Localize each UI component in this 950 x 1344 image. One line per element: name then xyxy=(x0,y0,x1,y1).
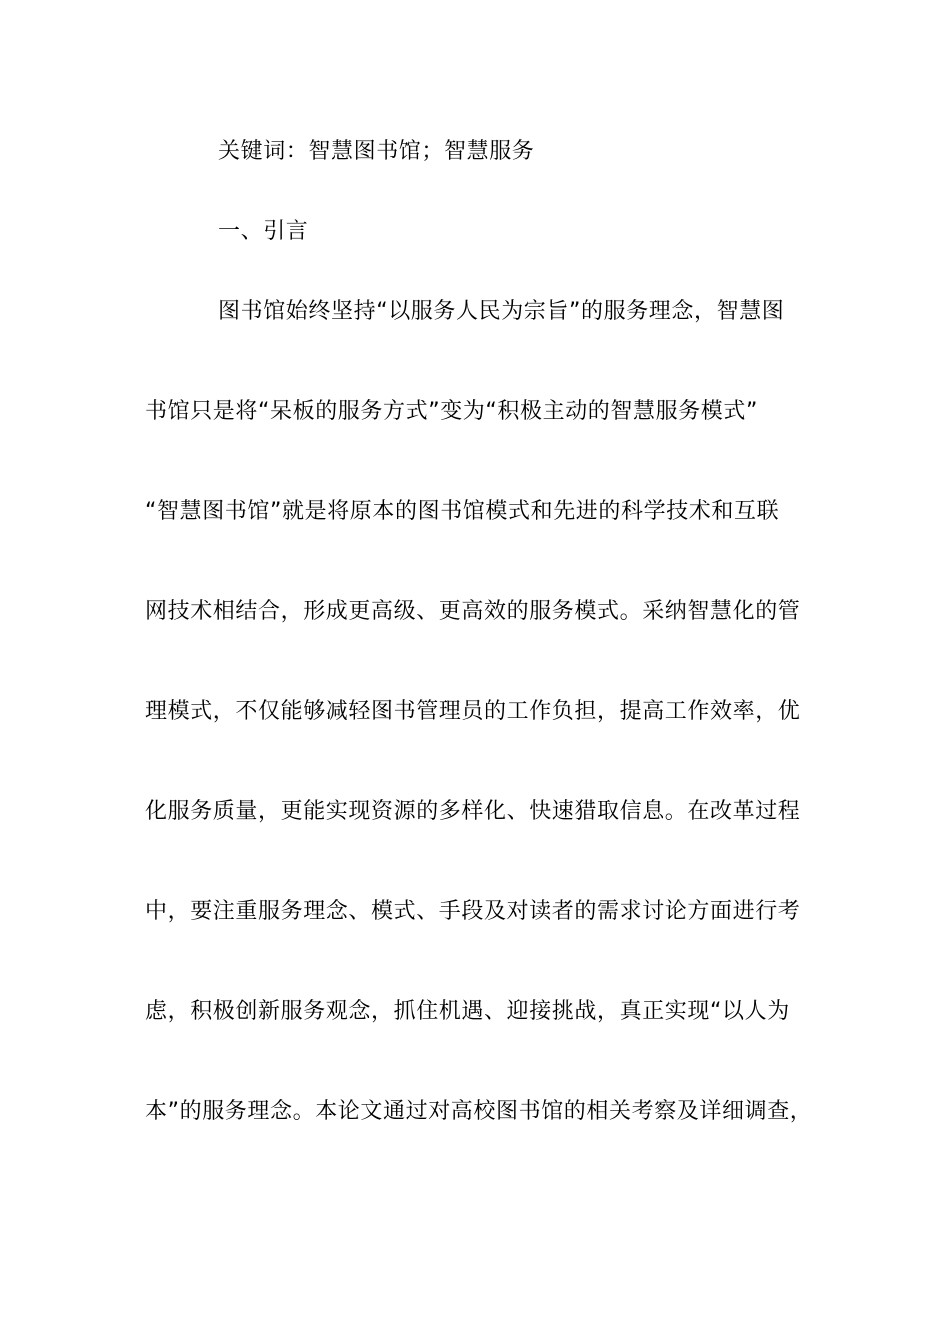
paragraph-line: 图书馆始终坚持“以服务人民为宗旨”的服务理念，智慧图 xyxy=(218,299,785,324)
section-heading: 一、引言 xyxy=(218,219,309,244)
paragraph-line: 网技术相结合，形成更高级、更高效的服务模式。采纳智慧化的管 xyxy=(145,599,801,624)
keywords-line: 关键词：智慧图书馆；智慧服务 xyxy=(218,139,535,164)
paragraph-line: 化服务质量，更能实现资源的多样化、快速猎取信息。在改革过程 xyxy=(145,799,801,824)
paragraph-line: 虑，积极创新服务观念，抓住机遇、迎接挑战，真正实现“以人为 xyxy=(145,999,790,1024)
paragraph-line: “智慧图书馆”就是将原本的图书馆模式和先进的科学技术和互联 xyxy=(145,499,780,524)
paragraph-line: 理模式，不仅能够减轻图书管理员的工作负担，提高工作效率，优 xyxy=(145,699,801,724)
paragraph-line: 本”的服务理念。本论文通过对高校图书馆的相关考察及详细调查， xyxy=(145,1099,813,1124)
paragraph-line: 中，要注重服务理念、模式、手段及对读者的需求讨论方面进行考 xyxy=(145,899,801,924)
paragraph-line: 书馆只是将“呆板的服务方式”变为“积极主动的智慧服务模式” xyxy=(145,399,758,424)
